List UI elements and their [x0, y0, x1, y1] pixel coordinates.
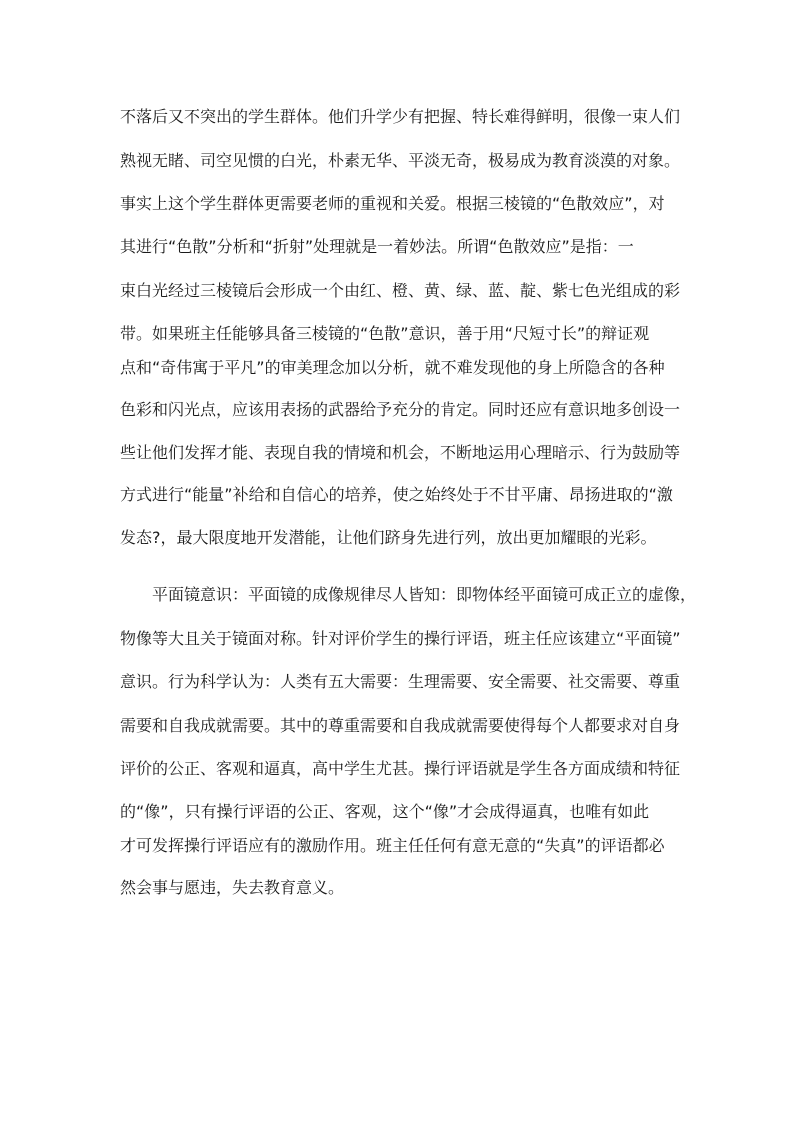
text-line: 束白光经过三棱镜后会形成一个由红、橙、黄、绿、蓝、靛、紫七色光组成的彩 [120, 281, 681, 300]
text-line: 方式进行“能量”补给和自信心的培养，使之始终处于不甘平庸、昂扬进取的“激 [120, 485, 673, 504]
text-line: 需要和自我成就需要。其中的尊重需要和自我成就需要使得每个人都要求对自身 [120, 716, 681, 735]
text-line: 意识。行为科学认为：人类有五大需要：生理需要、安全需要、社交需要、尊重 [120, 672, 681, 691]
text-line: 点和“奇伟寓于平凡”的审美理念加以分析，就不难发现他的身上所隐含的各种 [120, 358, 665, 377]
text-line: 发态?，最大限度地开发潜能，让他们跻身先进行列，放出更加耀眼的光彩。 [120, 528, 657, 547]
text-line: 熟视无睹、司空见惯的白光，朴素无华、平淡无奇，极易成为教育淡漠的对象。 [120, 151, 681, 170]
text-line: 的“像”，只有操行评语的公正、客观，这个“像”才会成得逼真，也唯有如此 [120, 802, 650, 821]
text-line: 些让他们发挥才能、表现自我的情境和机会，不断地运用心理暗示、行为鼓励等 [120, 443, 681, 462]
text-line: 物像等大且关于镜面对称。针对评价学生的操行评语，班主任应该建立“平面镜” [120, 629, 681, 648]
text-line: 不落后又不突出的学生群体。他们升学少有把握、特长难得鲜明，很像一束人们 [120, 107, 681, 126]
text-line: 才可发挥操行评语应有的激励作用。班主任任何有意无意的“失真”的评语都必 [120, 836, 665, 855]
text-line: 其进行“色散”分析和“折射”处理就是一着妙法。所谓“色散效应”是指：一 [120, 237, 634, 256]
text-line: 色彩和闪光点，应该用表扬的武器给予充分的肯定。同时还应有意识地多创设一 [120, 400, 681, 419]
text-line: 平面镜意识：平面镜的成像规律尽人皆知：即物体经平面镜可成正立的虚像， [152, 585, 697, 604]
text-line: 评价的公正、客观和逼真，高中学生尤甚。操行评语就是学生各方面成绩和特征 [120, 759, 681, 778]
text-line: 然会事与愿违，失去教育意义。 [120, 878, 345, 897]
text-line: 带。如果班主任能够具备三棱镜的“色散”意识，善于用“尺短寸长”的辩证观 [120, 324, 650, 343]
text-line: 事实上这个学生群体更需要老师的重视和关爱。根据三棱镜的“色散效应”，对 [120, 194, 665, 213]
